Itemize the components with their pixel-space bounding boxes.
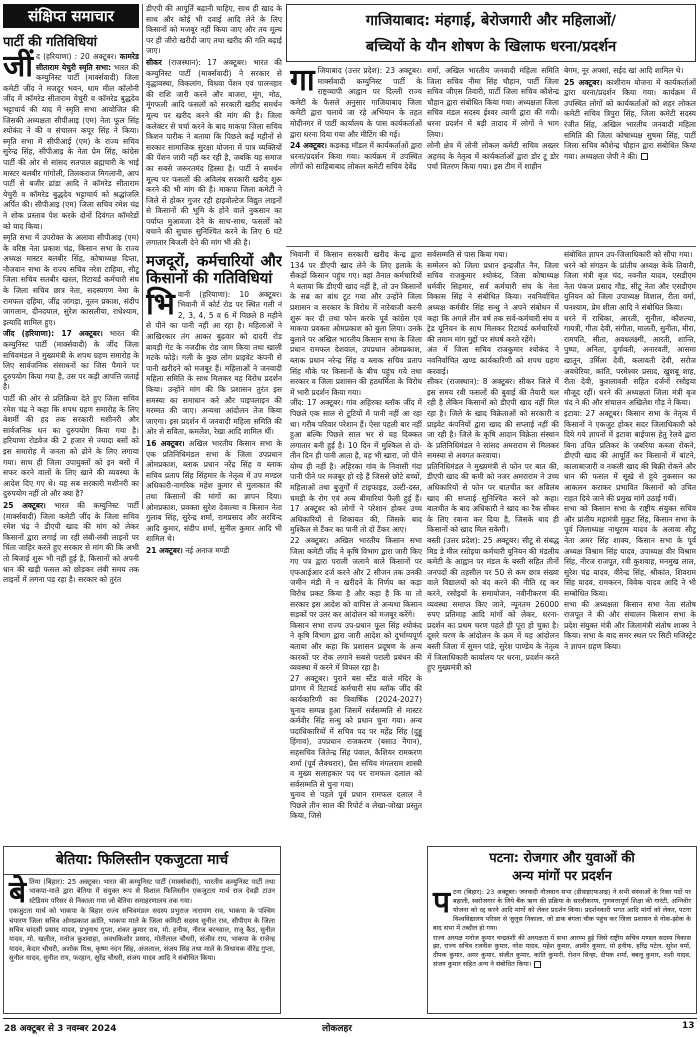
item-text: भारत की कम्युनिस्ट पार्टी (मार्क्सवादी) के जींद जिला सचिवमंडल ने मुख्यमंत्री के शपथ ग्रहण समारोह के लिए सार्वजनिक संसाधनों का जिस पैमाने पर दुरुपयोग किया गया है, उस पर कड़ी आपत्ति जताई है।	[3, 329, 139, 392]
item-text: लोनी क्षेत्र में लोनी लोकल कमेटी सचिव अख्तर अहमद के नेतृत्व में कार्यकर्ताओं द्वारा डोर टू डोर पर्चा वितरण किया गया। इस टीम में शाहीन	[427, 141, 559, 172]
ghaziabad-col-1	[290, 66, 422, 244]
lower-col-2: सर्वसम्मति से पास किया गया। सम्मेलन को जिला प्रधान इन्द्रजीत नैन, जिला सचिव राजकुमार श्योकंद, जिला कोषाध्यक्ष धर्मवीर सिहमार, सर्व कर्मचारी संघ के नेता विकास सिंह ने संबोधित किया। नवनिर्वाचित अध्यक्ष कर्मवीर सिंह सन्धु ने अपने संबोधन में कहा कि अगले तीन वर्ष तक सर्व-कर्मचारी संघ व ट्रेड यूनियन के साथ मिलकर रिटायर्ड कर्मचारियों की तमाम मांग मुद्दों पर संघर्ष करते रहेंगे। अंत में जिला सचिव राजकुमार श्योकंद ने नवनिर्वाचित खण्ड कार्यकारिणी को शपथ ग्रहण करवाई। सीकर (राजस्थान): 8 अक्टूबर। सीकर जिले में इस समय रवी फसलों की बुवाई की तैयारी चल रही है लेकिन किसानों को डीएपी खाद नहीं मिल रहा है। जिले के खाद विक्रेताओं को सरकारी व प्राइवेट कंपनियों द्वारा खाद की सप्लाई नहीं की जा रही है। जिले के कृषि आदान विक्रेता संस्थान के प्रतिनिधिमंडल ने सांसद अमराराम से मिलकर समस्या से अवगत करवाया। प्रतिनिधिमंडल ने मुख्यमंत्री से फोन पर बात की, डीएपी खाद की कमी को नजर अमराराम ने उच्च अधिकारियों से फोन पर बातचीत कर अविलंब खाद की सप्लाई सुनिश्चित करने को कहा। बातचीत के बाद अधिकारी ने खाद का रैक सीकर के लिए रवाना कर दिया है, जिसके बाद ही किसानों को खाद मिल सकेगी। बस्ती (उत्तर प्रदेश): 25 अक्टूबर। सीटू से संबद्ध मिड डे मील रसोइया कर्मचारी यूनियन की मंडलीय कमेटी के आह्वान पर मंडल के बस्ती सहित तीनों जनपदों की तहसील पर 50 से कम छात्र संख्या वाले विद्यालयों को बंद करने की नीति रद्द कर करने, रसोइयों के समायोजन, नवीनीकरण की व्यवस्था समाप्त किए जाने, न्यूनतम 26000 रुपए प्रतिमाह आदि मांगों को लेकर, धरना-प्रदर्शन का प्रथम चरण पहले ही पूरा हो चुका है। दूसरे चरण के आंदोलन के क्रम में यह आंदोलन बस्ती जिला में सुमन पांडे, सुरेश पाण्डेय के नेतृत्व में जिलाधिकारी कार्यालय पर धरना, प्रदर्शन करते हुए मुख्यमंत्री को	[427, 250, 559, 673]
ghaziabad-col-3	[564, 66, 696, 244]
mid-column	[146, 4, 282, 884]
story-divider	[286, 246, 696, 247]
drop-cap: भि	[146, 286, 175, 322]
item-text: स्मृति सभा में उपरोक्त के अलावा सीपीआइ (एम) के वरिष्ठ नेता प्रकाश चंद्र, किसान सभा के राज्य अध्यक्ष मास्टर बलबीर सिंह, कोषाध्यक्ष दिप्ता, नौजवान सभा के राज्य सचिव नरेश टाहिया, सीटू जिला सचिव सतबीर खरल, रिटायर्ड कर्मचारी संघ के जिला सचिव छात्र नेता, सदस्यगण नेमा के रामफल दहिया, जींद्र जांगड़ा, नूतन प्रकाश, संदीप जागलान, दीनदयाल, सुरेश कासलीया, राधेश्याम, इत्यादि शामिल हुए।	[3, 233, 139, 327]
end-mark-icon	[641, 153, 648, 160]
left-banner: संक्षिप्त समाचार	[3, 4, 139, 28]
bettiah-story	[3, 846, 281, 1014]
ghaziabad-col-2	[427, 66, 559, 244]
sub-heading: मजदूरों, कर्मचारियों और किसानों की गतिविधियां	[146, 251, 282, 287]
left-item-4	[3, 501, 139, 586]
headline-line: गाजियाबाद: मंहगाई, बेरोजगारी और महिलाओं/	[365, 13, 617, 29]
aug21-item	[146, 546, 282, 557]
ghaziabad-headline	[286, 4, 696, 62]
item-text: काशीराम योजना में कार्यकर्ताओं द्वारा धरना/प्रदर्शन किया गया। कार्यक्रम में उपस्थित लोगों को कार्यकर्ताओं को शहर लोकल कमेटी सचिव त्रिपुरा सिंह, जिला कमेटी सदस्य रंजीत सिंह, अखिल भारतीय जनवादी महिला समिति की जिला कोषाध्यक्ष सुषमा सिंह, पार्टी जिला सचिव कौशेन्द्र चौहान द्वारा संबोधित किया गया। अध्यक्षता जेपी ने की।	[564, 77, 696, 161]
aug16-item	[146, 439, 282, 545]
headline-line: पटना: रोजगार और युवाओं की	[489, 851, 635, 866]
item-text: एकजुटता मार्च को भाकपा के बिहार राज्य सचिवमंडल सदस्य प्रभुराज नारायण राव, भाकपा के पश्चिम चंपारण जिला सचिव ओमप्रकाश क्रांति, भाकपा माले के जिला कमिटी सदस्य सुनील राव, सीपीएम के जिला सचिव चांदसी प्रसाद यादव, प्रभुनाथ गुप्ता, शंकर कुमार राव, मो. हनीफ, नीरज बरनवाल, राजू कैठ, सुनील यादव, मो. खलील, मनोज कुशवाहा, अवधकिशोर प्रसाद, मोतीलाल चौधरी, संजीव राय, भाकपा के राजेन्द्र यादव, केदार चौधरी, अशोक मिश्र, कृष्ण नंदन सिंह, अंजलाल, संजय सिंह तथा माले के विधायक वीरेंद्र गुप्ता, सुनील यादव, सुनील राय, फरहान, सुरेंद्र चौधरी, संजय यादव आदि ने संबोधित किया।	[9, 907, 275, 963]
bhiwani-item	[146, 286, 282, 438]
patna-story	[427, 846, 697, 1014]
drop-cap: गा	[290, 66, 315, 98]
dateline: 16 अक्टूबर।	[146, 438, 185, 448]
dateline: (राजस्थान): 17 अक्टूबर।	[168, 57, 247, 67]
item-text: तिया (बिहार): 25 अक्टूबर। भारत की कम्युनिस्ट पार्टी (मार्क्सवादी), भारतीय कम्युनिस्ट पार्टी तथा भाकपा-माले द्वारा बेतिया में संयुक्त रूप से विशाल फिलिस्तीन एकजुटता मार्च राज देवड़ी टाउन स्टेडियम परिसर से निकाला गया जो बेतिया समाहरणालय तक गया।	[29, 878, 275, 905]
mid-top-text: डीएपी की आपूर्ति बढ़ानी चाहिए, साथ ही खाद के साथ और कोई भी दवाई आदि लेने के लिए किसानों को मजबूर नहीं किया जाए और तय मूल्य पर ही जीरो खरीदी जाए तथा खरीद की गति बढ़ाई जाए।	[146, 4, 282, 56]
dateline: 21 अक्टूबर।	[146, 545, 183, 555]
bettiah-headline: बेतिया: फिलिस्तीन एकजुटता मार्च	[4, 847, 280, 875]
item-text: शर्मा, अखिल भारतीय जनवादी महिला समिति जिला सचिव नीमा सिंह चौहान, पार्टी जिला सचिव जीएस तिवारी, पार्टी जिला सचिव कौशेन्द्र चौहान द्वारा संबोधित किया गया। अध्यक्षता जिला सचिव मंडल सदस्य ईश्वर त्यागी द्वारा की गयी। धरना प्रदर्शन में बड़ी तादाद में लोगों ने भाग लिया।	[427, 66, 559, 139]
dateline: वानी (हरियाणा): 10 अक्टूबर।	[177, 289, 282, 299]
dateline: जींद (हरियाणा): 17 अक्टूबर।	[3, 329, 103, 339]
left-item-2	[3, 329, 139, 393]
lower-col-3: संबोधित ज्ञापन उप-जिलाधिकारी को सौंपा गया। धरने को संगठन के प्रांतीय अध्यक्ष केके तिवारी, जिला मंत्री बृज चंद, नवनीत यादव, एसडीएम नेता पंकज प्रसाद गौड़, सीटू नेता और एसडीएम युनियन को जिला उपाध्यक्ष विशाल, रीता वर्मा, घनश्याम, प्रेम शीला आदि ने संबोधित किया। धरने में राधिका, आरती, सुनीता, कौशल्या, गायत्री, गीता देवी, संगीता, मालती, सुनीता, मीरा, रामपति, सीता, अवधलक्ष्मी, आरती, शान्ति, पुष्पा, अनिता, दुर्गावती, अनारवती, आसमा खातून, उर्मिला देवी, कलावती देवी, सरोज अवधेरिया, कांति, परमेश्वर प्रसाद, खुशबू शाह, रीता देवी, कुशलावती सहित दर्जनों रसोइया मौजूद रहीं। धरने की अध्यक्षता जिला मंत्री बृज चंद ने की और संचालन अखिलेश गौड़ ने किया। इटावा: 27 अक्टूबर। किसान सभा के नेतृत्व में किसानों ने एकजुट होकर सदर जिलाधिकारी को दिये गये ज्ञापनों में इटावा बाईपास हेतु रेलवे द्वारा बिना उचित प्रतिकर के जबरिया कब्जा रोकने, डीएपी खाद की आपूर्ति कर किसानों में बांटने, कालाबाजारी व नकली खाद की बिक्री रोकने और धान की फसल में सूखे से हुये नुकसान का आकलन कराकर प्रभावित किसानों को उचित राहत दिये जाने की प्रमुख मांगें उठाई गयीं। सभा को किसान सभा के राष्ट्रीय संयुक्त सचिव और प्रांतीय महामंत्री मुकुट सिंह, किसान सभा के पूर्व जिलाध्यक्ष नाथूराम यादव के अलावा सीटू नेता अमर सिंह शाक्य, किसान सभा के पूर्व अध्यक्ष विश्राम सिंह यादव, उपाध्यक्ष वीर विश्राम सिंह, नीरज राजपूत, रवी कुशवाह, मनमुख लाल, सुरेश चंद्र यादव, वीरेन्द्र सिंह, श्रीकांत, शिवराम सिंह यादव, रामकरन, विवेक यादव आदि ने भी सम्बोधित किया। सभा की अध्यक्षता किसान सभा नेता संतोष राजपूत ने की और संचालन किसान सभा के प्रदेश संयुक्त मंत्री और जिलामंत्री संतोष शाक्य ने किया। सभा के बाद समर स्थल पर सिटी मजिस्ट्रेट ने ज्ञापन ग्रहण किया।	[564, 250, 696, 651]
item-text: मार्क्सवादी कम्युनिस्ट पार्टी के राष्ट्रव्यापी आह्वान पर दिल्ली राज्य कमेटी के फैसले अनुसार गाजियाबाद जिला कमेटी द्वारा चलाये जा रहे अभियान के तहत मोदीनगर में पार्टी कार्यालय के पास कार्यकर्ताओं द्वारा धरना दिया गया और मीटिंग की गई।	[290, 76, 422, 139]
drop-cap: बे	[9, 875, 27, 910]
item-text: भिवानी में कोर्ट रोड पर स्थित गली नं 2, 3, 4, 5 व 6 में पिछले 8 महीने से पीने का पानी नहीं आ रहा है। महिलाओं ने आखिरकार तंग आकर बुढ़वार को दादरी रोड बावड़ी गेट के नजदीक रोड जाम किया तथा खाली मटके फोड़े। गली के कुछ लोग प्राइवेट कंपनी से पानी खरीदने को मजबूर हैं। महिलाओं ने जनवादी महिला समिति के साथ मिलकर यह विरोध प्रदर्शन किया। उन्होंने मांग की कि प्रशासन तुरंत इस समस्या का समाधान करे और पाइपलाइन की मरम्मत की जाए। अन्यथा आंदोलन तेज किया जाएगा। इस प्रदर्शन में जनवादी महिला समिति की ओर से सविता, कमलेश, रेखा आदि शामिल थीं।	[146, 300, 282, 437]
item-text: भारत की कम्युनिस्ट पार्टी (मार्क्सवादी) ने सरकार से वृद्धावस्था, विकलांग, विधवा पेंशन एवं पालनहार की राशि जारी करने और बाजरा, मूंग, मोठ, मूंगफली आदि फसलों को सरकारी खरीद समर्थन मूल्य पर खरीद करने की मांग की है। जिला कलेक्टर से चर्चा करने के बाद माकपा जिला सचिव किशन पारीक ने बताया कि पिछले कई महीनों से सरकार सामाजिक सुरक्षा योजना में पात्र व्यक्तियों की पेंशन जारी नहीं कर रही है, जबकि यह समाज का सबसे जरूरतमंद हिस्सा है। पार्टी ने समर्थन मूल्य पर फसलों की अविलंब सरकारी खरीद शुरू करने की भी मांग की है। माकपा जिला कमेटी ने जिले से होकर गुजर रही हाइवोल्टेज विद्युत लाइनों से किसानों की भूमि के होने वाले नुकसान का पर्याप्त मुआवजा देने के साथ-साथ, फसलों को बचाने की सुचारु सुनिश्चित करने के लिए 6 घंटे लगातार बिजली देने की मांग भी की है।	[146, 57, 282, 248]
dateline: जियाबाद (उत्तर प्रदेश): 23 अक्टूबर।	[317, 66, 422, 75]
left-item-3	[3, 394, 139, 500]
item-text: टना (बिहार): 23 अक्टूबर। जनवादी नौजवान सभा (डीवाइएफआइ) ने सभी संस्थाओं के रिक्त पदों पर बहाली, स्वरोजगार के लिये बैंक ऋण की प्रक्रिया के सरलीकरण, गुणवत्तापूर्ण शिक्षा की गारंटी, अग्निवीर योजना को रद्द करने आदि मांगों को लेकर प्रदर्शन किया। प्रदर्शनकारी भगत आदि मांगों को लेकर, पटना विश्वविद्यालय परिसर से जुलूस निकाला, जो डाक बंगला चौक पहुंच कर जिला प्रशासन से नोक-झोक के बाद सभा में तब्दील हो गया।	[433, 888, 691, 932]
bettiah-text	[4, 875, 280, 968]
headline-line: बच्चियों के यौन शोषण के खिलाफ धरना/प्रदर्शन	[365, 39, 617, 55]
patna-text	[428, 886, 696, 972]
drop-cap: जीं	[3, 49, 34, 84]
item-text: पार्टी की ओर से प्रतिक्रिया देते हुए जिला सचिव रमेश चंद्र ने कहा कि शपथ ग्रहण समारोह के लिए बेशर्मी की हद तक सरकारी मशीनरी और सार्वजनिक धन का दुरुपयोग किया गया है। हरियाणा रोडवेज की 2 हजार से ज्यादा बसों को इस समारोह में जनता को ढोने के लिए लगाया गया। साथ ही जिला उपायुक्तों को इन बसों में सफर करने वालों के लिए खाने की व्यवस्था के आदेश दिए गए थे। यह सब सरकारी मशीनरी का दुरुपयोग नहीं तो और क्या है?	[3, 394, 139, 499]
headline-line: अन्य मांगों पर प्रदर्शन	[512, 869, 612, 884]
column-rule	[142, 4, 143, 509]
dateline: सीकर	[146, 57, 162, 67]
footer-rule	[3, 1018, 697, 1019]
item-text: भारत की कम्युनिस्ट पार्टी (मार्क्सवादी) जिला कमेटी जींद के जिला सचिव रमेश चंद्र ने डीएपी खाद की मांग को लेकर किसानों द्वारा लगाई जा रही लंबी-लंबी लाइनों पर चिंता जाहिर करते हुए सरकार से मांग की कि अभी तो बिजाई शुरू भी नहीं हुई है, किसानों को अपनी धान की खड़ी फसल को छोड़कर लंबी समय तक लाइनों में लगना पड़ रहा है। सरकार को तुरंत	[3, 500, 139, 585]
footer-date: 28 अक्टूबर से 3 नवम्बर 2024	[4, 1024, 117, 1034]
footer-paper-name: लोकलहर	[322, 1024, 352, 1034]
patna-headline	[428, 847, 696, 886]
item-text: राज्य अध्यक्ष मनोज कुमार चन्द्रवंशी की अध्यक्षता में सभा आरम्भ हुई जिसे राष्ट्रीय सचिव मण्डल सदस्य विकास झा, राज्य सचिव रजनीश कुमार, नरेश यादव, महेश कुमार, आमीर कुमार, मो हनीफ, हरिंद्र पटेल, सुरेश वर्मा, दीपक कुमार, अमर कुमार, संजीत कुमार, कांति कुमारी, रोशन सिन्हा, दीपक शर्मा, बबलू कुमार, शशी यादव, संजय कुमार सहित अन्य ने संबोधित किया।	[433, 933, 691, 969]
dateline: 25 अक्टूबर।	[564, 77, 603, 87]
item-headline: कामरेड सीताराम येचुरी स्मृति सभा:	[36, 52, 139, 72]
dateline: 24 अक्टूबर।	[290, 141, 327, 151]
drop-cap: प	[433, 886, 451, 920]
sikar-item	[146, 58, 282, 249]
item-text: भारत की कम्युनिस्ट पार्टी (मार्क्सवादी) जिला कमेटी जींद ने मजदूर भवन, धाम मील कॉलोनी जींद में कॉमरेड सीताराम येचुरी व कॉमरेड बुद्धदेव भट्टाचार्य की याद में स्मृति सभा आयोजित की जिसकी अध्यक्षता सीपीआइ (एम) नेता फूल सिंह श्योकंद ने की व संचालन कपूर सिंह ने किया। स्मृति सभा में सीपीआई (एम) के राज्य सचिव सुरेन्द्र सिंह, सीपीआइ के नेता प्रेम सिंह, कांग्रेस पार्टी की ओर से सांसद सतपाल ब्रह्मचारी के भाई मास्टर बलबीर गांगोली, तिलकराज मिगलानी, आप पार्टी से बजीर ढांडा आदि ने कॉमरेड सीताराम येचुरी व कॉमरेड बुद्धदेव भट्टाचार्य को श्रद्धांजलि अर्पित की। सीपीआइ (एम) जिला सचिव रमेश चंद्र ने शोक प्रस्ताव पेश करके दोनों दिवंगत कॉमरेडों को याद किया।	[3, 62, 139, 231]
left-column	[3, 31, 139, 886]
dateline: द (हरियाणा) : 20 अक्टूबर।	[36, 52, 117, 61]
footer-page-number: 13	[682, 1021, 695, 1031]
item-text: अखिल भारतीय किसान सभा के एक प्रतिनिधिमंडल सभा के जिला उपप्रधान ओमप्रकाश, ब्लाक प्रधान नरेंद्र सिंह व ब्लाक सचिव प्रताप सिंह सिंहमार के नेतृत्व में उप मण्डल अधिकारी-नागरिक महेश कुमार से मुलाकात की तथा किसानों की मांगों का ज्ञापन दिया। ओमप्रकाश, प्रवक्ता सुरेश देवाल्या व किसान नेता गुलाब सिंह, सुरेन्द्र शर्मा, रामप्रसाद और अरविन्द आदि कुमार, संदीप शर्मा, सुनील कुमार आदि भी शामिल थे।	[146, 438, 282, 544]
dateline: 25 अक्टूबर।	[3, 500, 46, 510]
item-text: बेगम, नूर अफ्शां, सईद खां आदि शामिल थे।	[564, 66, 684, 75]
item-text: नई अनाज मण्डी	[185, 545, 230, 555]
left-item-0	[3, 49, 139, 232]
end-mark-icon	[534, 961, 541, 968]
lower-col-1: भिवानी में किसान सरकारी खरीद केन्द्र द्वारा 134 पर डीएपी खाद लेने के लिए इलाके के सैकड़ों किसान पहुंच गए। वहां तैनात कर्मचारियों ने बताया कि डीएपी खाद नहीं है, तो उन किसानों के सब्र का बांध टूट गया और उन्होंने जिला प्रशासन व सरकार के विरोध में नारेबाजी करनी शुरू कर दी तथा फोन करके पूर्व कांग्रेस एवं माकपा प्रवक्ता ओमप्रकाश को बुला लिया। उनके बुलाने पर अखिल भारतीय किसान सभा के जिला प्रधान रामफल देशवाल, उपप्रधान ओमप्रकाश, ब्लाक प्रधान नरेन्द्र सिंह व ब्लाक सचिव प्रताप सिंह मौके पर किसानों के बीच पहुंच गये तथा सरकार व जिला प्रशासन की हठधर्मिता के विरोध में भारी प्रदर्शन किया गया। जींद: 17 अक्टूबर। गांव अहिरका ब्लॉक जींद में पिछले एक साल से टूटियों में पानी नहीं आ रहा था। गरीब परिवार परेशान हैं। ऐसा पहली बार नहीं हुआ बल्कि पिछले साल भर से यह दिक्कत लगातार बनी हुई है। 10 दिन में मुश्किल से दो-तीन दिन ही पानी आता है, वह भी खारा, जो पीने योग्य ही नहीं है। अहिरका गांव के निवासी गंदा पानी पीने पर मजबूर हो रहे हैं जिससे छोटे बच्चों, महिलाओं तथा बुजुर्गों में टाइफाइड, उल्टी-दस्त, चमड़ी के रोग एवं अन्य बीमारियां फैली हुई हैं। 17 अक्टूबर को लोगों ने परेशान होकर उच्च अधिकारियों से शिकायत की, जिसके बाद मुश्किल से टैंकर का पानी तो दो टैंकर आए। 22 अक्टूबर। अखिल भारतीय किसान सभा जिला कमेटी जींद ने कृषि विभाग द्वारा जारी किए गए पत्र द्वारा पराली जलाने वाले किसानों पर एफआईआर दर्ज करने और 2 सीजन तक उनकी जमीन मंडी में न खरीदने के निर्णय का कड़ा विरोध प्रकट किया है और कहा है कि या तो सरकार इस आदेश को वापिस ले अन्यथा किसान सड़कों पर उतर कर आंदोलन को मजबूर करेंगे। किसान सभा राज्य उप-प्रधान फूल सिंह श्योकंद ने कृषि विभाग द्वारा जारी आदेश को दुर्भाग्यपूर्ण बताया और कहा कि प्रशासन प्रदूषण के अन्य कारकों पर रोक लगाने सबसे पराली प्रबंधन की व्यवस्था में करने में विफल रहा है। 27 अक्टूबर। पुराने बस स्टैंड वाले मंदिर के प्रांगण में रिटायर्ड कर्मचारी संघ ब्लॉक जींद की कार्यकारिणी का त्रिवार्षिक (2024-2027) चुनाव सम्पन्न हुआ जिसमें सर्वसम्मति से मास्टर कर्मवीर सिंह सन्धु को प्रधान चुना गया। अन्य पदाधिकारियों में सचिव पद पर महेंद्र सिंह (दुड्डू हिंगाव), उपप्रधान राजकरण (बसाउ नैगान), सहसचिव जितेन्द्र सिंह पंवाल, कैशियर रामकरण शर्मा (पूर्व लैक्चरार), प्रैस सचिव मंगलराम शास्त्री व मुख्य सलाहकार पद पर रामफल दलाल को सर्वसम्मति से चुना गया। चुनाव से पहले पूर्व प्रधान रामफल दलाल ने पिछले तीन साल की रिपोर्ट व लेखा-जोखा प्रस्तुत किया, जिसे	[290, 250, 422, 821]
item-text: कड़कड़ मॉडल में कार्यकर्ताओं द्वारा धरना/प्रदर्शन किया गया। कार्यक्रम में उपस्थित लोगों को साहिबाबाद लोकल कमेटी सचिव देवेंद्र	[290, 141, 422, 172]
section-title: पार्टी की गतिविधियां	[3, 35, 98, 50]
left-item-1	[3, 233, 139, 328]
